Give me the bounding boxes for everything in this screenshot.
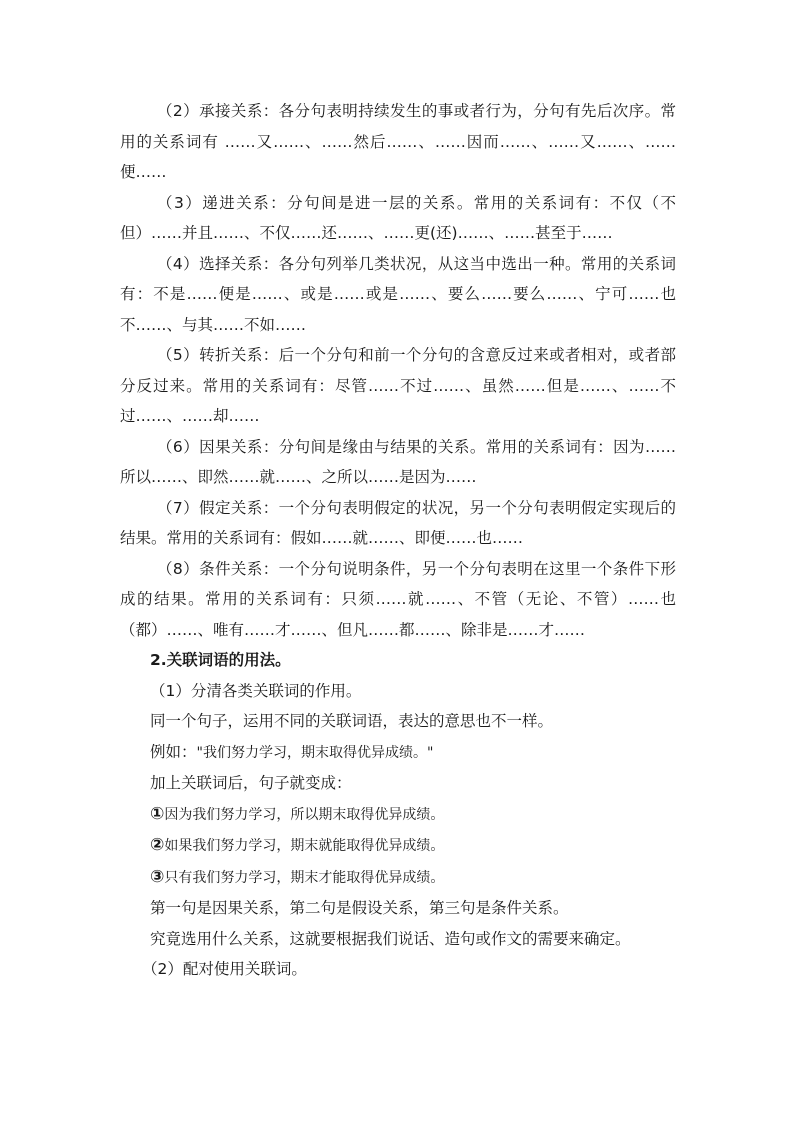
- relation-paragraph-4: [120, 249, 676, 341]
- relation-number: （2）: [157, 102, 200, 120]
- relation-text: 选择关系：各分句列举几类状况，从这当中选出一种。常用的关系词有：不是……便是……、或是……或是……、要么……要么……、宁可……也不……、与其……不如……: [120, 254, 676, 334]
- relation-text: 假定关系：一个分句表明假定的状况，另一个分句表明假定实现后的结果。常用的关系词有：假如……就……、即便……也……: [120, 498, 676, 547]
- subsection-1-title: （1）分清各类关联词的作用。: [150, 681, 362, 700]
- example-item-text: 如果我们努力学习，期末就能取得优异成绩。: [164, 838, 445, 854]
- intro-text: 同一个句子，运用不同的关联词语，表达的意思也不一样。: [150, 712, 554, 730]
- after-add-text: 加上关联词后，句子就变成：: [150, 774, 352, 792]
- summary-text: 第一句是因果关系，第二句是假设关系，第三句是条件关系。: [150, 899, 569, 917]
- relation-number: （3）: [157, 193, 203, 212]
- circled-number-1: ①: [150, 803, 165, 824]
- relation-paragraph-6: [120, 432, 676, 493]
- document-page: [120, 96, 676, 985]
- relation-paragraph-3: [120, 188, 676, 249]
- relation-text: 因果关系：分句间是缘由与结果的关系。常用的关系词有：因为……所以……、即然……就……、之所以……是因为……: [120, 437, 676, 486]
- relation-number: （6）: [157, 437, 200, 456]
- relation-paragraph-7: [120, 493, 676, 554]
- example-item-2: [120, 830, 676, 862]
- relation-paragraph-8: [120, 554, 676, 646]
- relation-number: （8）: [157, 559, 200, 578]
- relation-text: 条件关系：一个分句说明条件，另一个分句表明在这里一个条件下形成的结果。常用的关系词有：只须……就……、不管（无论、不管）……也（都）……、唯有……才……、但凡……都……、除非是……才……: [120, 559, 676, 639]
- example-item-text: 因为我们努力学习，所以期末取得优异成绩。: [164, 806, 445, 823]
- section-heading: 2.关联词语的用法。: [150, 651, 291, 669]
- example-item-3: [120, 862, 676, 894]
- relation-paragraph-5: [120, 340, 676, 432]
- example-item-1: [120, 799, 676, 831]
- example-item-text: 只有我们努力学习，期末才能取得优异成绩。: [164, 869, 445, 886]
- example-label: 例如：: [150, 742, 197, 761]
- conclusion-text: 究竟选用什么关系，这就要根据我们说话、造句或作文的需要来确定。: [150, 929, 631, 948]
- relation-text: 递进关系：分句间是进一层的关系。常用的关系词有：不仅（不但）……并且……、不仅……还……、……更(还)……、……甚至于……: [120, 193, 676, 242]
- relation-number: （5）: [157, 346, 200, 364]
- subsection-2-title: （2）配对使用关联词。: [142, 960, 307, 978]
- example-sentence: "我们努力学习，期末取得优异成绩。": [196, 744, 434, 761]
- relation-paragraph-2: [120, 96, 676, 188]
- relation-number: （4）: [157, 254, 200, 273]
- example-line: [120, 737, 676, 769]
- circled-number-2: ②: [150, 835, 165, 855]
- relation-text: 转折关系：后一个分句和前一个分句的含意反过来或者相对，或者部分反过来。常用的关系词有：尽管……不过……、虽然……但是……、……不过……、……却……: [120, 346, 676, 425]
- circled-number-3: ③: [150, 866, 165, 887]
- relation-number: （7）: [157, 498, 200, 517]
- relation-text: 承接关系：各分句表明持续发生的事或者行为，分句有先后次序。常用的关系词有 ……又……、……然后……、……因而……、……又……、……便……: [120, 102, 676, 181]
